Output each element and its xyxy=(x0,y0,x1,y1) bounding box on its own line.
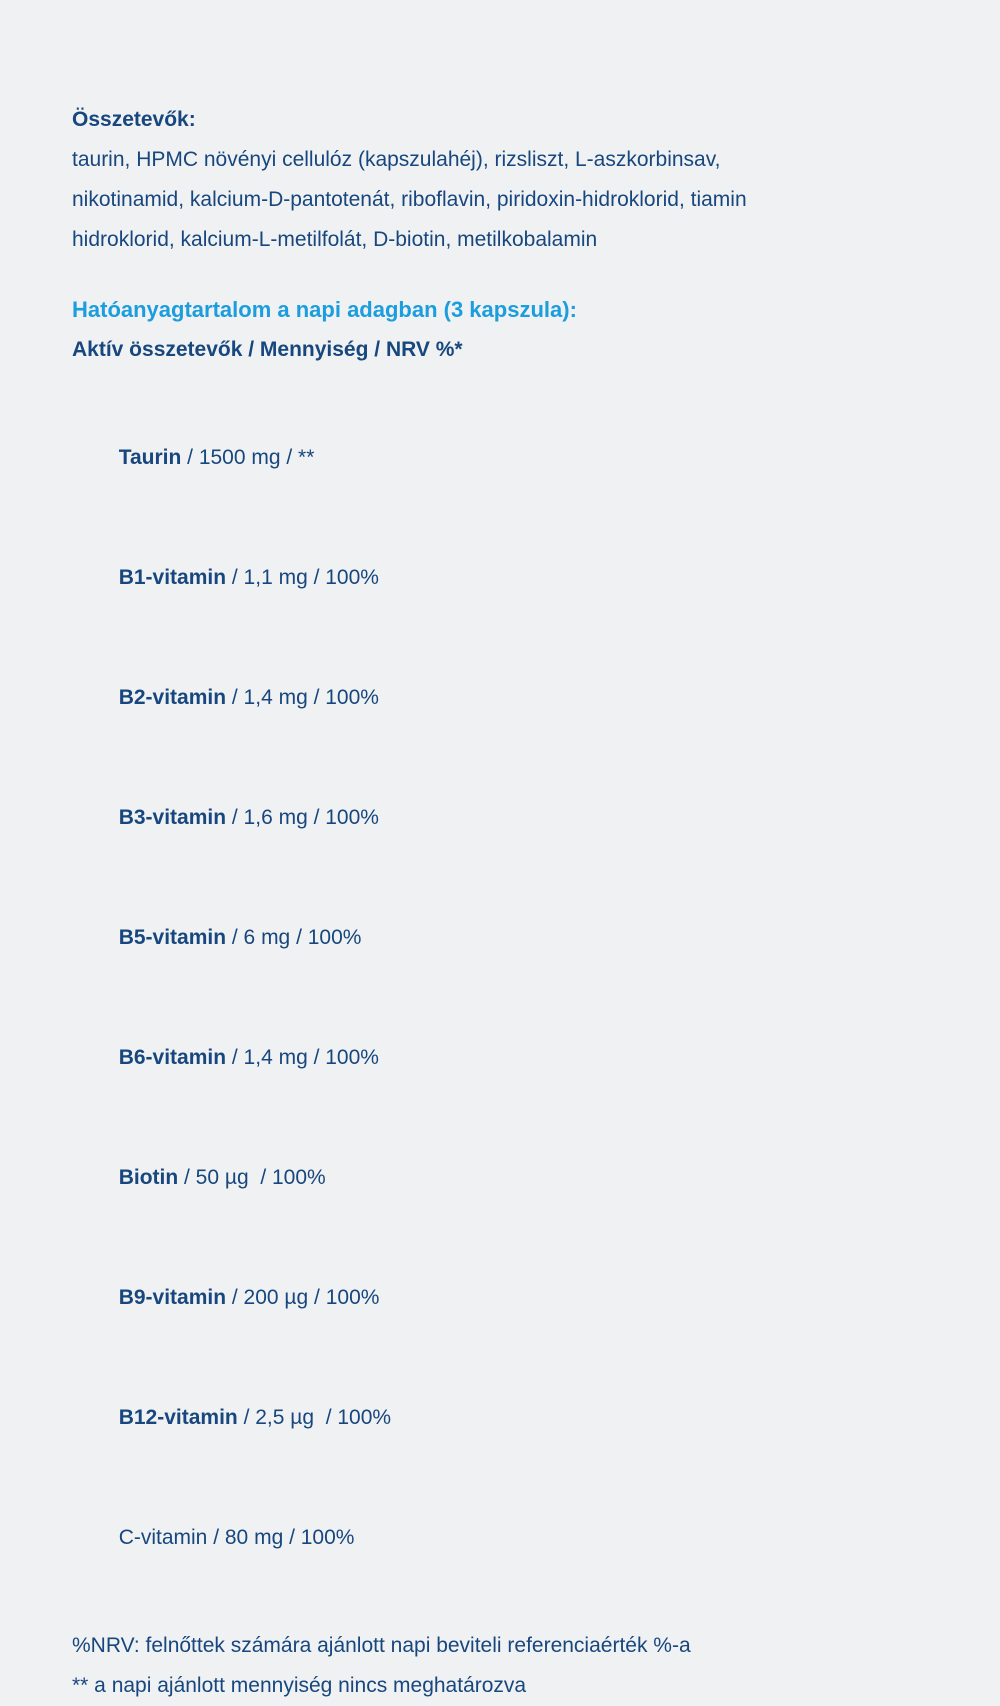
nutrient-name: B12-vitamin xyxy=(118,1406,238,1429)
nutrient-details: / 1,1 mg / 100% xyxy=(226,566,379,589)
nutrient-details: / 80 mg / 100% xyxy=(207,1526,355,1549)
nutrient-details: / 200 µg / 100% xyxy=(226,1286,380,1309)
nutrient-details: / 50 µg / 100% xyxy=(178,1166,326,1189)
ingredients-section xyxy=(72,100,940,260)
nutrient-details: / 6 mg / 100% xyxy=(226,926,362,949)
ingredients-line: nikotinamid, kalcium-D-pantotenát, riboflavin, piridoxin-hidroklorid, tiamin xyxy=(72,188,747,211)
nutrient-details: / 1,4 mg / 100% xyxy=(226,686,379,709)
nutrient-rows xyxy=(72,398,940,1598)
nutrient-name: C-vitamin xyxy=(118,1526,208,1549)
ingredients-line: taurin, HPMC növényi cellulóz (kapszulahéj), rizsliszt, L-aszkorbinsav, xyxy=(72,148,721,171)
active-ingredients-section xyxy=(72,290,940,1598)
ingredients-line: hidroklorid, kalcium-L-metilfolát, D-biotin, metilkobalamin xyxy=(72,228,598,251)
nutrient-name: B9-vitamin xyxy=(118,1286,227,1309)
nutrient-row xyxy=(72,758,940,878)
nutrient-row xyxy=(72,1118,940,1238)
nutrient-details: / 1,6 mg / 100% xyxy=(226,806,379,829)
ingredients-heading: Összetevők: xyxy=(72,108,196,131)
nutrient-row xyxy=(72,1358,940,1478)
nutrient-row xyxy=(72,878,940,998)
nutrient-name: Taurin xyxy=(118,446,182,469)
nutrient-name: B3-vitamin xyxy=(118,806,227,829)
footnotes-section xyxy=(72,1626,940,1706)
nrv-footnote: %NRV: felnőttek számára ajánlott napi beviteli referenciaérték %-a xyxy=(72,1634,691,1657)
nutrient-row xyxy=(72,518,940,638)
nutrient-row xyxy=(72,638,940,758)
nutrient-row xyxy=(72,1238,940,1358)
daily-amount-footnote: ** a napi ajánlott mennyiség nincs meghatározva xyxy=(72,1674,527,1697)
nutrient-name: B6-vitamin xyxy=(118,1046,227,1069)
nutrient-name: B2-vitamin xyxy=(118,686,227,709)
nutrient-details: / 2,5 µg / 100% xyxy=(237,1406,392,1429)
nutrient-details: / 1,4 mg / 100% xyxy=(226,1046,379,1069)
actives-heading: Hatóanyagtartalom a napi adagban (3 kapszula): xyxy=(72,297,577,322)
nutrient-name: Biotin xyxy=(118,1166,179,1189)
nutrient-row xyxy=(72,1478,940,1598)
nutrient-name: B1-vitamin xyxy=(118,566,227,589)
nutrient-row xyxy=(72,998,940,1118)
actives-columns-label: Aktív összetevők / Mennyiség / NRV %* xyxy=(72,338,463,361)
nutrient-name: B5-vitamin xyxy=(118,926,227,949)
nutrient-details: / 1500 mg / ** xyxy=(181,446,315,469)
nutrient-row xyxy=(72,398,940,518)
